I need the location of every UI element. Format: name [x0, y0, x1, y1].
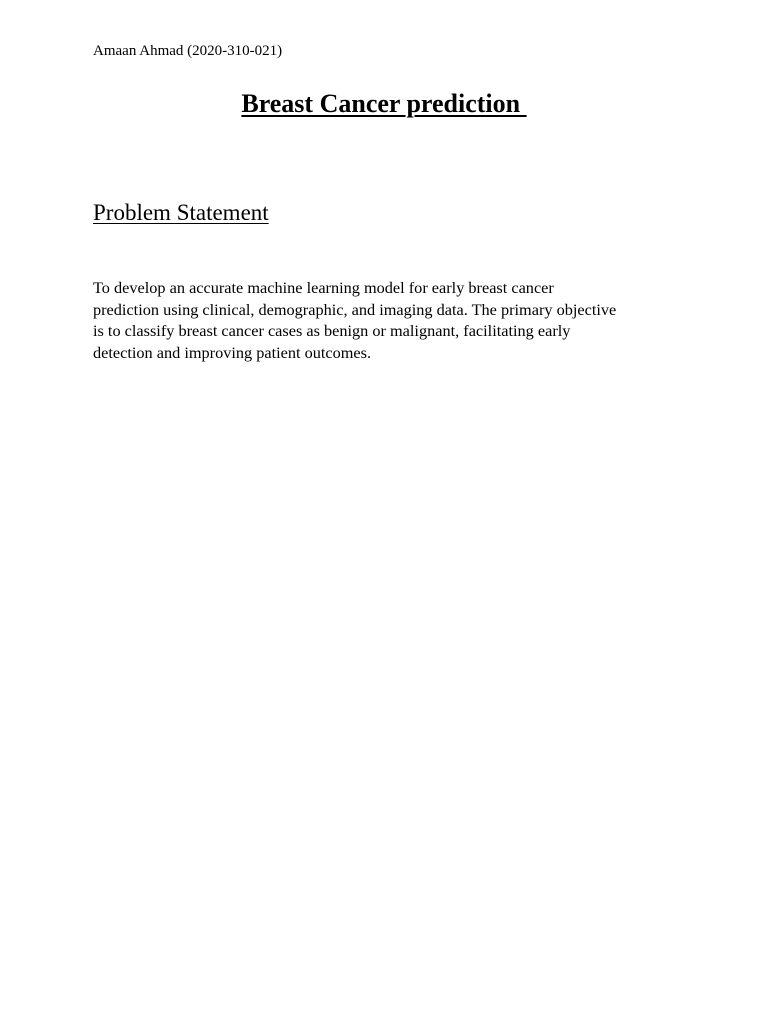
problem-statement-paragraph	[93, 277, 693, 364]
paragraph-line: is to classify breast cancer cases as benign or malignant, facilitating early	[93, 321, 571, 341]
paragraph-line: detection and improving patient outcomes.	[93, 343, 372, 363]
document-title: Breast Cancer prediction	[241, 89, 527, 118]
author-line: Amaan Ahmad (2020-310-021)	[93, 43, 283, 59]
paragraph-line: prediction using clinical, demographic, and imaging data. The primary objective	[93, 299, 617, 319]
section-heading-problem-statement: Problem Statement	[93, 200, 269, 225]
paragraph-line: To develop an accurate machine learning model for early breast cancer	[93, 278, 554, 297]
